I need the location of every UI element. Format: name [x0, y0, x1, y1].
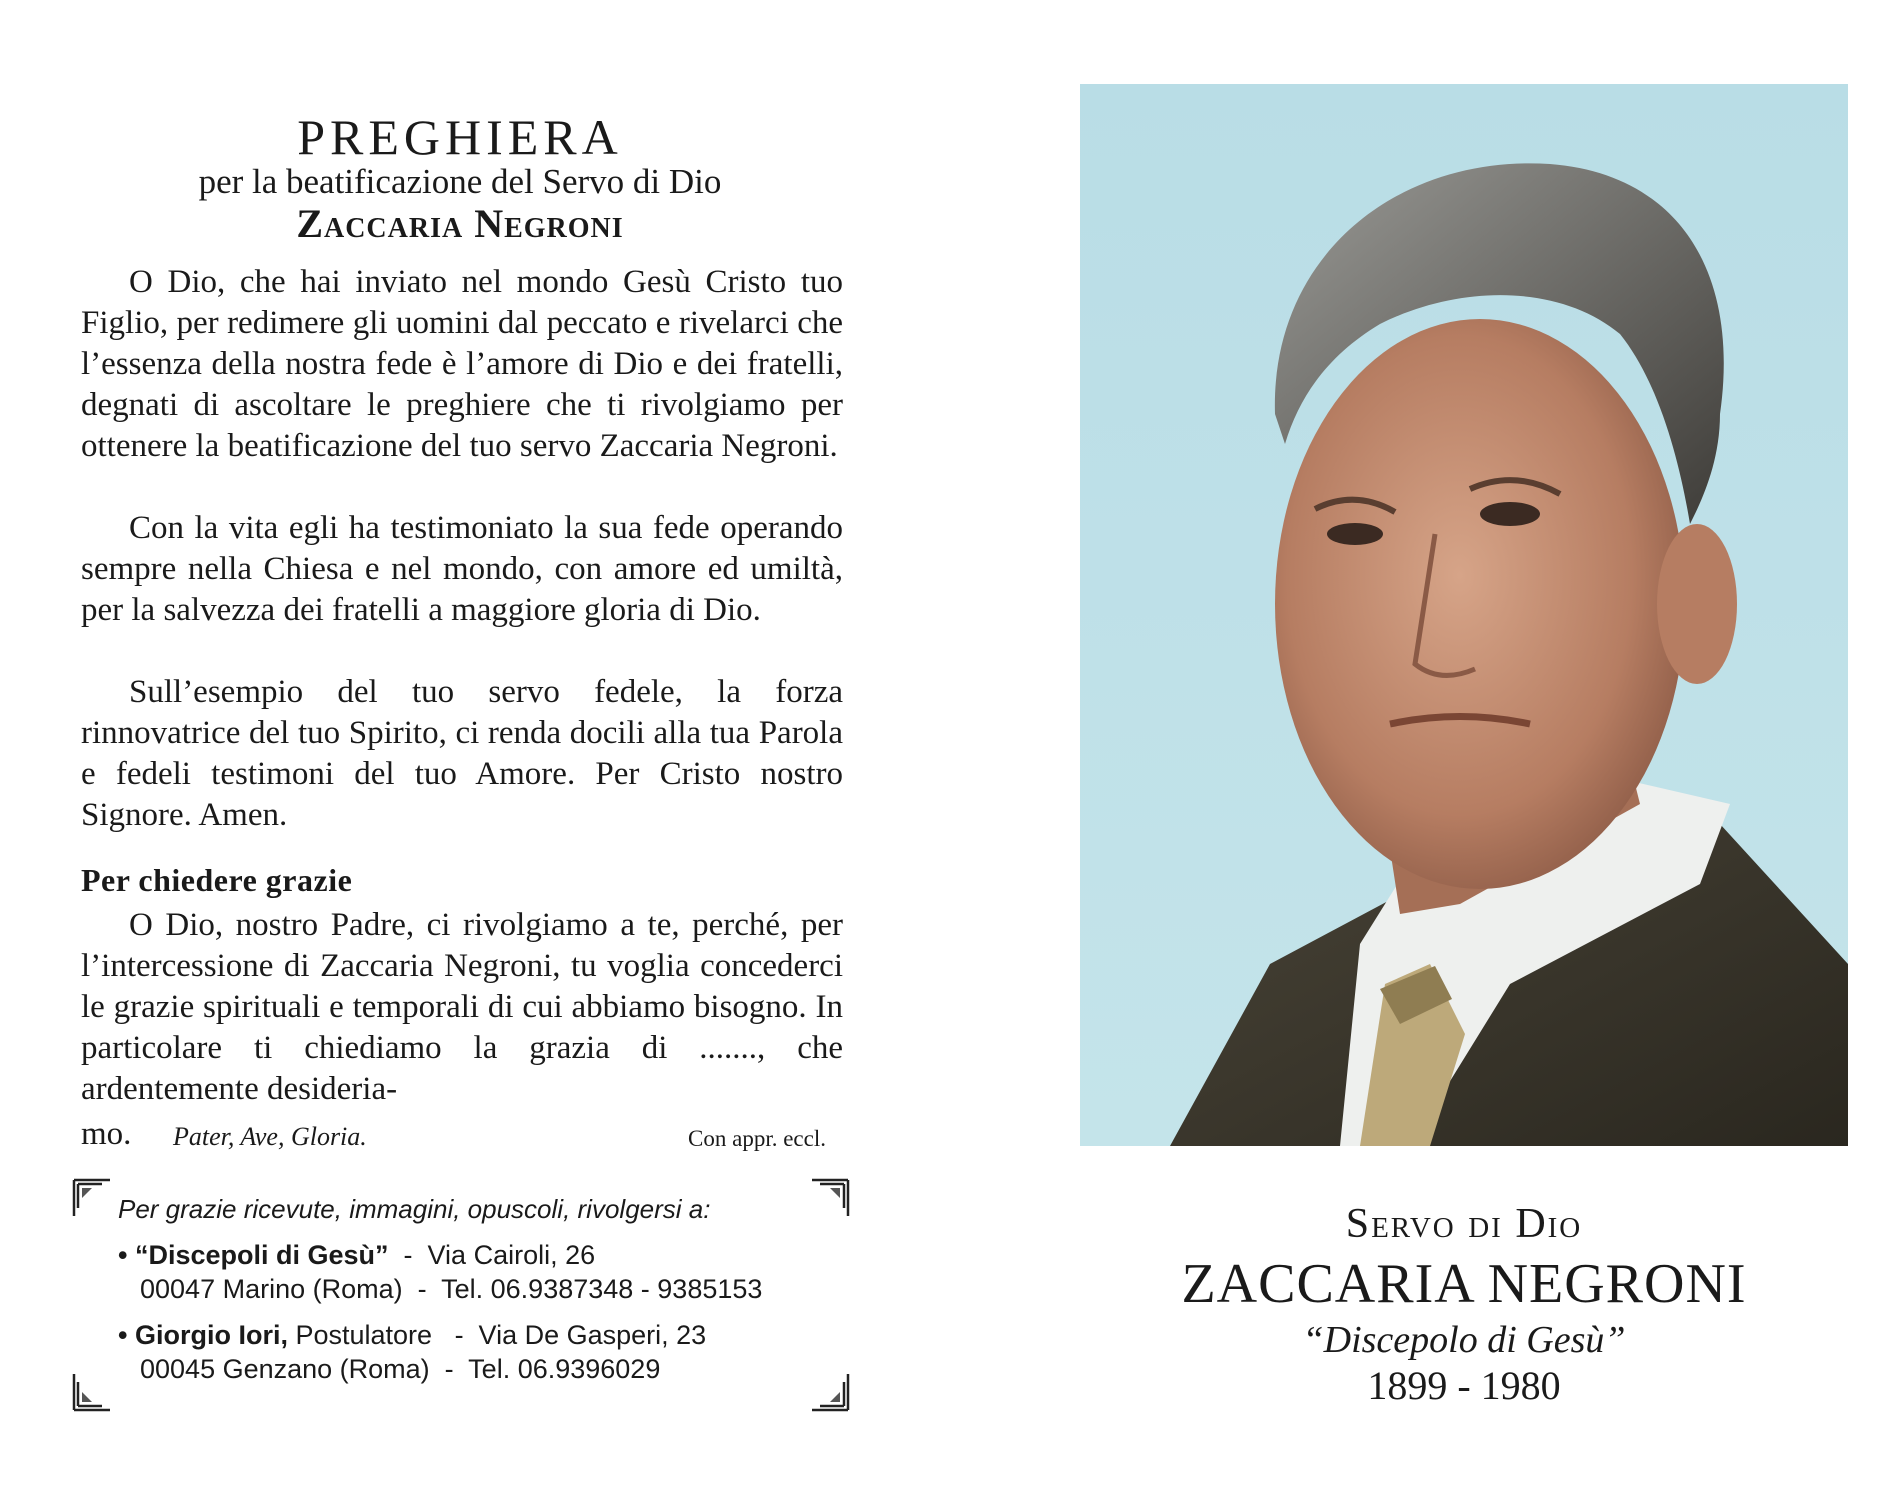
prayer-name: Zaccaria Negroni [296, 201, 624, 246]
corner-ornament-top-left-icon [72, 1178, 112, 1218]
contact-intro: Per grazie ricevute, immagini, opuscoli, rivolgersi a: [118, 1194, 711, 1224]
bullet-icon: • [118, 1320, 128, 1350]
contact-entry-1-name: “Discepoli di Gesù” [134, 1240, 389, 1270]
contact-entry-1-line-1 [118, 1240, 595, 1271]
closing-word: mo. [81, 1116, 132, 1152]
contact-entry-2-city-phone: 00045 Genzano (Roma) - Tel. 06.9396029 [140, 1354, 661, 1384]
contact-entry-1-city-phone: 00047 Marino (Roma) - Tel. 06.9387348 - 9385153 [140, 1274, 763, 1304]
portrait-photo [1080, 84, 1848, 1146]
contact-entry-1-address: - Via Cairoli, 26 [403, 1240, 596, 1270]
ecclesiastical-approval: Con appr. eccl. [688, 1126, 826, 1151]
corner-ornament-top-right-icon [810, 1178, 850, 1218]
prayer-subheading: per la beatificazione del Servo di Dio [198, 162, 722, 201]
prayer-paragraph-2: Con la vita egli ha testimoniato la sua fede operando sempre nella Chiesa e nel mondo, con amore ed umiltà, per la salvezza dei fratelli a maggiore gloria di Dio. [81, 510, 843, 628]
corner-ornament-bottom-left-icon [72, 1372, 112, 1412]
corner-ornament-bottom-right-icon [810, 1372, 850, 1412]
prayer-page [0, 0, 880, 1485]
prayer-heading: PREGHIERA [297, 109, 623, 165]
contact-entry-2-name: Giorgio Iori, [134, 1320, 288, 1350]
contact-entry-2-role: Postulatore [287, 1320, 433, 1350]
caption-title: Servo di Dio [1345, 1201, 1583, 1247]
bullet-icon: • [118, 1240, 128, 1270]
contact-box [72, 1178, 850, 1412]
closing-row [81, 1116, 826, 1160]
closing-prayers: Pater, Ave, Gloria. [173, 1122, 367, 1151]
graces-heading: Per chiedere grazie [81, 862, 353, 898]
contact-entry-2-line-1 [118, 1320, 706, 1351]
caption-dates: 1899 - 1980 [1367, 1363, 1561, 1408]
prayer-paragraph-4: O Dio, nostro Padre, ci rivolgiamo a te, perché, per l’intercessione di Zaccaria Negroni, tu voglia concederci le grazie spirituali e temporali di cui abbiamo bisogno. In particolare ti chiediamo la grazia di ......., che ardentemente desideria- [81, 907, 843, 1107]
caption-name: ZACCARIA NEGRONI [1181, 1253, 1747, 1315]
prayer-paragraph-3: Sull’esempio del tuo servo fedele, la forza rinnovatrice del tuo Spirito, ci renda docili alla tua Parola e fedeli testimoni del tuo Amore. Per Cristo nostro Signore. Amen. [81, 674, 843, 833]
prayer-paragraph-1: O Dio, che hai inviato nel mondo Gesù Cristo tuo Figlio, per redimere gli uomini dal peccato e rivelarci che l’essenza della nostra fede è l’amore di Dio e dei fratelli, degnati di ascoltare le preghiere che ti rivolgiamo per ottenere la beatificazione del tuo servo Zaccaria Negroni. [81, 264, 843, 464]
contact-entry-2-address: - Via De Gasperi, 23 [432, 1320, 707, 1350]
caption-epithet: “Discepolo di Gesù” [1302, 1319, 1626, 1361]
